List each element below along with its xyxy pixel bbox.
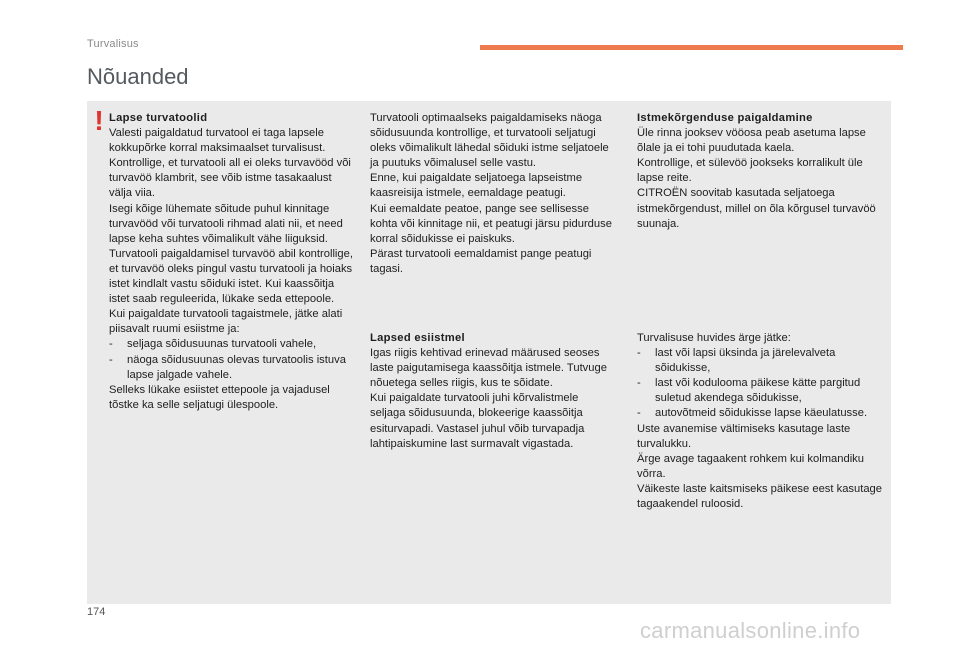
column-safety-advice (637, 331, 887, 512)
bullet-text: last või lapsi üksinda ja järelevalveta sõidukisse, (655, 347, 836, 375)
paragraph: Turvalisuse huvides ärge jätke: (637, 332, 791, 344)
column-seat-install (370, 111, 615, 277)
heading-child-seats: Lapse turvatoolid (109, 112, 208, 124)
bullet-item: - last või kodulooma päikese kätte pargitud suletud akendega sõidukisse, (637, 377, 861, 405)
bullet-text: näoga sõidusuunas olevas turvatoolis istuva lapse jalgade vahele. (127, 353, 346, 381)
paragraph: Kui paigaldate turvatooli juhi kõrvalistmele seljaga sõidusuunda, blokeerige kaassõitja esiturvapadi. Vastasel juhul võib turvapadja lahtipaiskumine last surmavalt vigastada. (370, 392, 585, 450)
paragraph: Kontrollige, et turvatooli all ei oleks turvavööd või turvavöö klambrit, see võib istme tasakaalust välja viia. (109, 157, 351, 200)
column-child-seats (109, 111, 354, 413)
bullet-item: - last või lapsi üksinda ja järelevalveta sõidukisse, (637, 347, 836, 375)
heading-booster-seat: Istmekõrgenduse paigaldamine (637, 112, 813, 124)
heading-front-seat-children: Lapsed esiistmel (370, 332, 465, 344)
paragraph: Uste avanemise vältimiseks kasutage laste turvalukku. (637, 422, 851, 450)
paragraph: Väikeste laste kaitsmiseks päikese eest kasutage tagaakendel ruloosid. (637, 482, 883, 511)
page-title: Nõuanded (87, 64, 189, 89)
bullet-text: last või kodulooma päikese kätte pargitud suletud akendega sõidukisse, (655, 377, 861, 405)
paragraph: Selleks lükake esiistet ettepoole ja vajadusel tõstke ka selle seljatugi ülespoole. (109, 383, 330, 411)
paragraph: Isegi kõige lühemate sõitude puhul kinnitage turvavööd või turvatooli rihmad alati nii, et need lapse keha suhtes võimalikult vähe liiguksid. (109, 202, 343, 245)
section-label: Turvalisus (87, 38, 139, 50)
paragraph: Turvatooli optimaalseks paigaldamiseks näoga sõidusuunda kontrollige, et turvatooli seljatugi oleks võimalikult lähedal sõiduki istme seljatoele ja puutuks võimalusel selle vastu. (370, 112, 609, 170)
bullet-text: seljaga sõidusuunas turvatooli vahele, (127, 338, 317, 351)
page-number: 174 (87, 606, 106, 618)
paragraph: Kontrollige, et sülevöö jookseks korralikult üle lapse reite. (637, 157, 863, 185)
exclamation-warning-icon: ! (94, 105, 104, 136)
paragraph: CITROËN soovitab kasutada seljatoega istmekõrgendust, millel on õla kõrgusel turvavöö suunaja. (637, 187, 876, 230)
bullet-item: - seljaga sõidusuunas turvatooli vahele, (109, 338, 317, 351)
paragraph: Kui eemaldate peatoe, pange see sellisesse kohta või kinnitage nii, et peatugi järsu pidurduse korral sõidukisse ei paiskuks. (370, 202, 612, 245)
column-booster-seat (637, 111, 887, 232)
column-front-seat-children (370, 331, 615, 452)
paragraph: Pärast turvatooli eemaldamist pange peatugi tagasi. (370, 247, 592, 275)
paragraph: Turvatooli paigaldamisel turvavöö abil kontrollige, et turvavöö oleks pingul vastu turvatooli ja hoiaks istet kindlalt vastu sõiduki istet. Kui kaassõitja istet saab reguleerida, lükake seda ettepoole. (109, 247, 353, 306)
watermark: carmanualsonline.info (640, 618, 861, 643)
paragraph: Ärge avage tagaakent rohkem kui kolmandiku võrra. (637, 452, 864, 480)
header-accent-bar (480, 45, 903, 50)
paragraph: Igas riigis kehtivad erinevad määrused seoses laste paigutamisega kaassõitja istmele. Tutvuge nõuetega selles riigis, kus te sõidate. (370, 347, 607, 390)
paragraph: Enne, kui paigaldate seljatoega lapseistme kaasreisija istmele, eemaldage peatugi. (370, 172, 583, 200)
paragraph: Kui paigaldate turvatooli tagaistmele, jätke alati piisavalt ruumi esiistme ja: (109, 308, 343, 336)
bullet-item: - näoga sõidusuunas olevas turvatoolis istuva lapse jalgade vahele. (109, 353, 346, 381)
bullet-item: - autovõtmeid sõidukisse lapse käeulatusse. (637, 407, 868, 420)
bullet-text: autovõtmeid sõidukisse lapse käeulatusse. (655, 407, 868, 420)
paragraph: Valesti paigaldatud turvatool ei taga lapsele kokkupõrke korral maksimaalset turvalisust. (109, 127, 326, 155)
paragraph: Üle rinna jooksev vööosa peab asetuma lapse õlale ja ei tohi puudutada kaela. (637, 127, 866, 155)
